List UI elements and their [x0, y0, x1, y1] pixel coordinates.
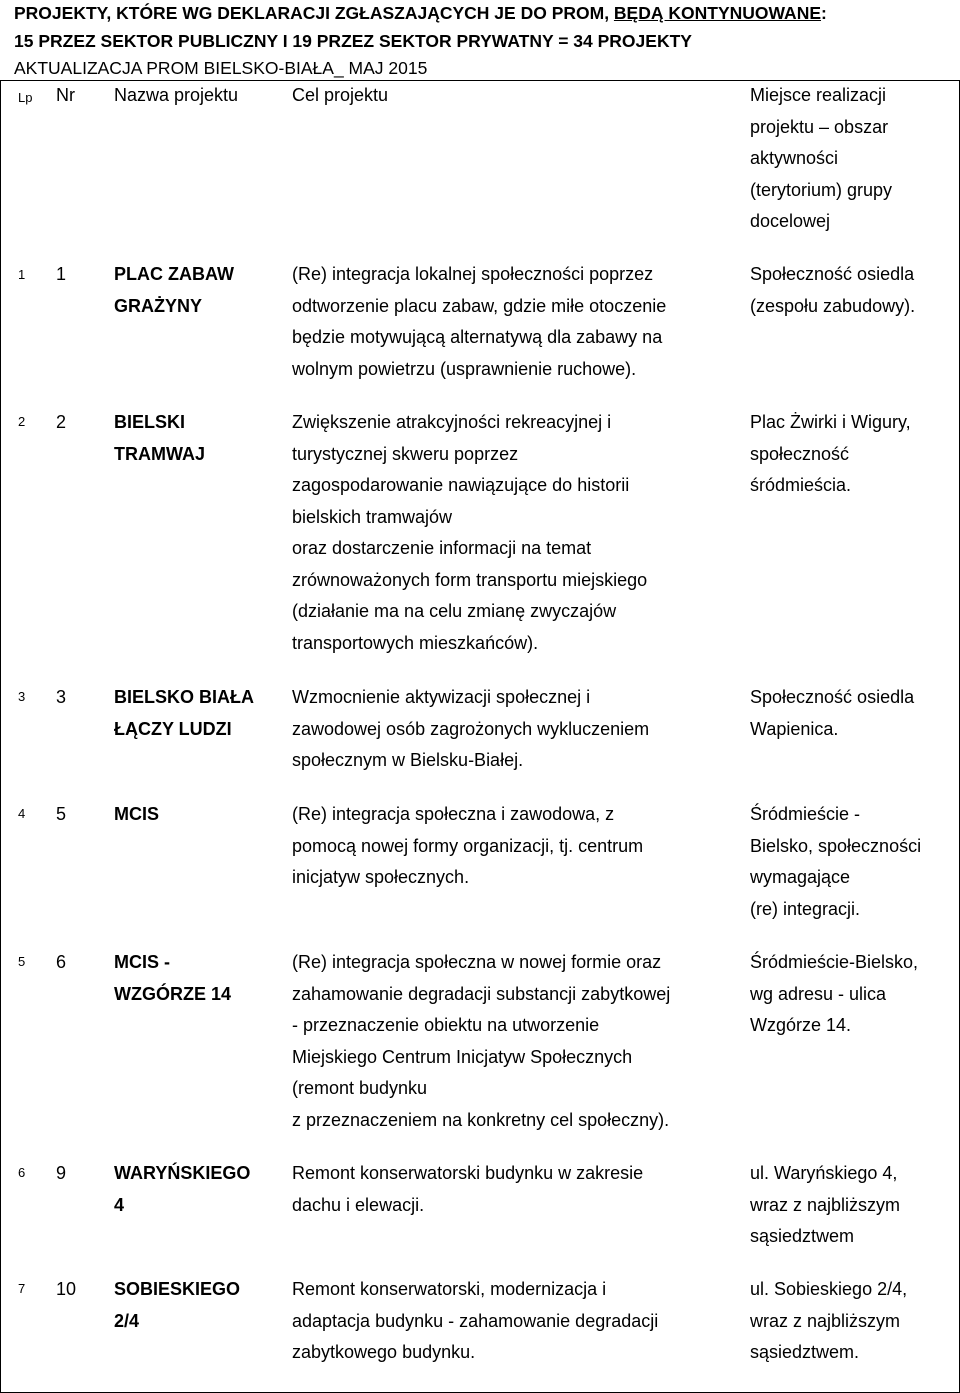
document-subtitle: AKTUALIZACJA PROM BIELSKO-BIAŁA_ MAJ 2015 [14, 58, 428, 78]
row-project-place: Plac Żwirki i Wigury, społeczność śródmieścia. [750, 412, 911, 495]
row-project-place: Śródmieście-Bielsko, wg adresu - ulica Wzgórze 14. [750, 952, 919, 1035]
document-title-line-1: PROJEKTY, KTÓRE WG DEKLARACJI ZGŁASZAJĄCYCH JE DO PROM, BĘDĄ KONTYNUOWANE: [14, 3, 827, 23]
row-project-goal: Remont konserwatorski, modernizacja i adaptacja budynku - zahamowanie degradacji zabytkowego budynku. [292, 1279, 659, 1362]
table-border-left [0, 80, 1, 1393]
row-project-place: ul. Sobieskiego 2/4, wraz z najbliższym sąsiedztwem. [750, 1279, 908, 1362]
row-project-goal: (Re) integracja społeczna w nowej formie oraz zahamowanie degradacji substancji zabytkowej - przeznaczenie obiektu na utworzenie Miejskiego Centrum Inicjatyw Społecznych (remont budynku z przeznaczeniem na konkretny cel społeczny). [292, 952, 671, 1130]
row-project-place: Społeczność osiedla Wapienica. [750, 687, 915, 739]
row-nr: 6 [56, 952, 67, 972]
row-project-name: SOBIESKIEGO 2/4 [114, 1279, 241, 1331]
row-lp: 6 [18, 1165, 26, 1180]
row-project-place: Śródmieście - Bielsko, społeczności wymagające (re) integracji. [750, 804, 922, 919]
row-project-name: MCIS - WZGÓRZE 14 [114, 952, 232, 1004]
row-lp: 7 [18, 1281, 26, 1296]
column-header-nr: Nr [56, 85, 75, 105]
row-project-goal: Zwiększenie atrakcyjności rekreacyjnej i turystycznej skweru poprzez zagospodarowanie nawiązujące do historii bielskich tramwajów oraz dostarczenie informacji na temat zrównoważonych form transportu miejskiego (działanie ma na celu zmianę zwyczajów transportowych mieszkańców). [292, 412, 648, 653]
column-header-lp: Lp [18, 90, 33, 105]
row-lp: 5 [18, 954, 26, 969]
document-title-line-2: 15 PRZEZ SEKTOR PUBLICZNY I 19 PRZEZ SEKTOR PRYWATNY = 34 PROJEKTY [14, 31, 692, 51]
row-lp: 1 [18, 267, 26, 282]
row-nr: 1 [56, 264, 67, 284]
row-project-place: ul. Waryńskiego 4, wraz z najbliższym sąsiedztwem [750, 1163, 901, 1246]
row-project-place: Społeczność osiedla (zespołu zabudowy). [750, 264, 916, 316]
row-project-name: BIELSKO BIAŁA ŁĄCZY LUDZI [114, 687, 255, 739]
row-nr: 5 [56, 804, 67, 824]
row-project-name: MCIS [114, 804, 159, 824]
row-project-goal: (Re) integracja lokalnej społeczności poprzez odtworzenie placu zabaw, gdzie miłe otoczenie będzie motywującą alternatywą dla zabawy na wolnym powietrzu (usprawnienie ruchowe). [292, 264, 667, 379]
row-nr: 3 [56, 687, 67, 707]
column-header-place: Miejsce realizacji projektu – obszar aktywności (terytorium) grupy docelowej [750, 85, 893, 231]
row-project-name: BIELSKI TRAMWAJ [114, 412, 205, 464]
row-project-goal: Remont konserwatorski budynku w zakresie dachu i elewacji. [292, 1163, 644, 1215]
row-nr: 2 [56, 412, 67, 432]
projects-table [0, 80, 960, 1393]
row-lp: 3 [18, 689, 26, 704]
row-nr: 10 [56, 1279, 77, 1299]
column-header-name: Nazwa projektu [114, 85, 239, 105]
column-header-goal: Cel projektu [292, 85, 389, 105]
row-lp: 2 [18, 414, 26, 429]
row-project-name: WARYŃSKIEGO 4 [114, 1163, 251, 1215]
row-project-goal: Wzmocnienie aktywizacji społecznej i zawodowej osób zagrożonych wykluczeniem społecznym w Bielsku-Białej. [292, 687, 650, 770]
row-project-goal: (Re) integracja społeczna i zawodowa, z pomocą nowej formy organizacji, tj. centrum inicjatyw społecznych. [292, 804, 644, 887]
row-lp: 4 [18, 806, 26, 821]
underlined-emphasis: BĘDĄ KONTYNUOWANE [613, 3, 822, 23]
row-project-name: PLAC ZABAW GRAŻYNY [114, 264, 234, 316]
row-nr: 9 [56, 1163, 67, 1183]
